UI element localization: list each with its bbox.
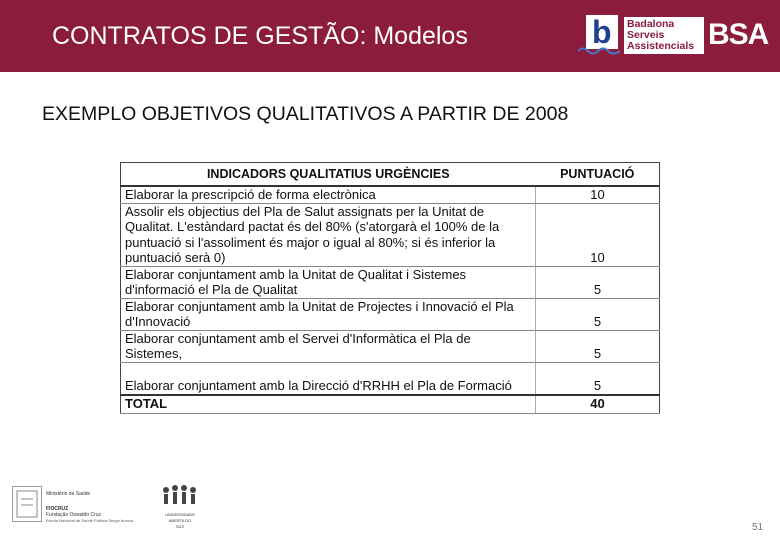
total-label: TOTAL (121, 395, 536, 414)
fiocruz-text: FIOCRUZ (46, 506, 69, 512)
indicator-line: Elaborar conjuntament amb la Direcció d'RRHH el Pla de Formació (125, 378, 512, 393)
table-row (121, 362, 660, 395)
indicator-line: d'Innovació (125, 314, 191, 329)
total-value: 40 (536, 395, 660, 414)
indicator-line: Elaborar conjuntament amb el Servei d'Informàtica el Pla de (125, 330, 471, 346)
table-row (121, 266, 660, 298)
ministry-emblem-icon (12, 486, 42, 522)
indicator-line: Qualitat. L'estàndard pactat és del 80% (s'atorgarà el 100% de la (125, 219, 500, 234)
table-row (121, 298, 660, 330)
unasus-caption-1: UNIVERSIDADE (164, 512, 195, 517)
badalona-logo (624, 17, 704, 54)
people-icon (160, 485, 200, 509)
page-number: 51 (752, 522, 764, 533)
indicator-cell (121, 186, 536, 203)
b-logo (578, 15, 620, 55)
total-row (121, 395, 660, 414)
badalona-line-2: Serveis (627, 29, 665, 41)
indicators-table (120, 162, 660, 414)
score-cell: 5 (536, 266, 660, 298)
score-cell: 5 (536, 362, 660, 395)
wave-icon (578, 45, 620, 55)
indicator-cell (121, 298, 536, 330)
score-cell: 5 (536, 330, 660, 362)
bsa-logo: BSA (708, 18, 769, 51)
score-cell: 10 (536, 186, 660, 203)
page-title: CONTRATOS DE GESTÃO: Modelos (52, 22, 468, 50)
indicator-spacer (125, 363, 531, 379)
badalona-line-3: Assistencials (627, 40, 695, 52)
indicator-line: Elaborar la prescripció de forma electrònica (125, 187, 376, 202)
indicator-line: d'informació el Pla de Qualitat (125, 282, 298, 297)
score-column-header: PUNTUACIÓ (536, 163, 660, 187)
indicator-line: Elaborar conjuntament amb la Unitat de Qualitat i Sistemes (125, 266, 467, 282)
indicator-cell (121, 362, 536, 395)
indicator-line: puntuació si l'assoliment és major o igual al 80%; si és inferior la (125, 234, 496, 250)
indicator-cell (121, 330, 536, 362)
unasus-caption-2: ABERTA DO (168, 518, 192, 523)
indicator-line: Elaborar conjuntament amb la Unitat de Projectes i Innovació el Pla (125, 298, 514, 314)
score-cell: 10 (536, 203, 660, 266)
b-logo-letter: b (592, 14, 612, 50)
table-header-row (121, 163, 660, 187)
table-row (121, 330, 660, 362)
indicator-line: puntuació serà 0) (125, 250, 226, 265)
fiocruz-logo (12, 486, 142, 536)
indicator-line: Assolir els objectius del Pla de Salut assignats per la Unitat de (125, 203, 485, 219)
slide-subtitle: EXEMPLO OBJETIVOS QUALITATIVOS A PARTIR DE 2008 (42, 103, 569, 125)
indicator-column-header: INDICADORS QUALITATIUS URGÈNCIES (121, 163, 536, 187)
indicator-line: Sistemes, (125, 346, 183, 361)
unasus-caption-3: SUS (175, 524, 185, 529)
header-bar (0, 0, 780, 72)
ministry-text: Ministério da Saúde (46, 491, 91, 497)
unasus-logo (150, 485, 210, 535)
foundation-text: Fundação Oswaldo Cruz (46, 512, 102, 518)
indicator-cell (121, 203, 536, 266)
school-text: Escola Nacional de Saúde Pública Sergio Arouca (46, 518, 134, 523)
score-cell: 5 (536, 298, 660, 330)
table-row (121, 203, 660, 266)
table-row (121, 186, 660, 203)
indicator-cell (121, 266, 536, 298)
badalona-line-1: Badalona (627, 18, 675, 30)
